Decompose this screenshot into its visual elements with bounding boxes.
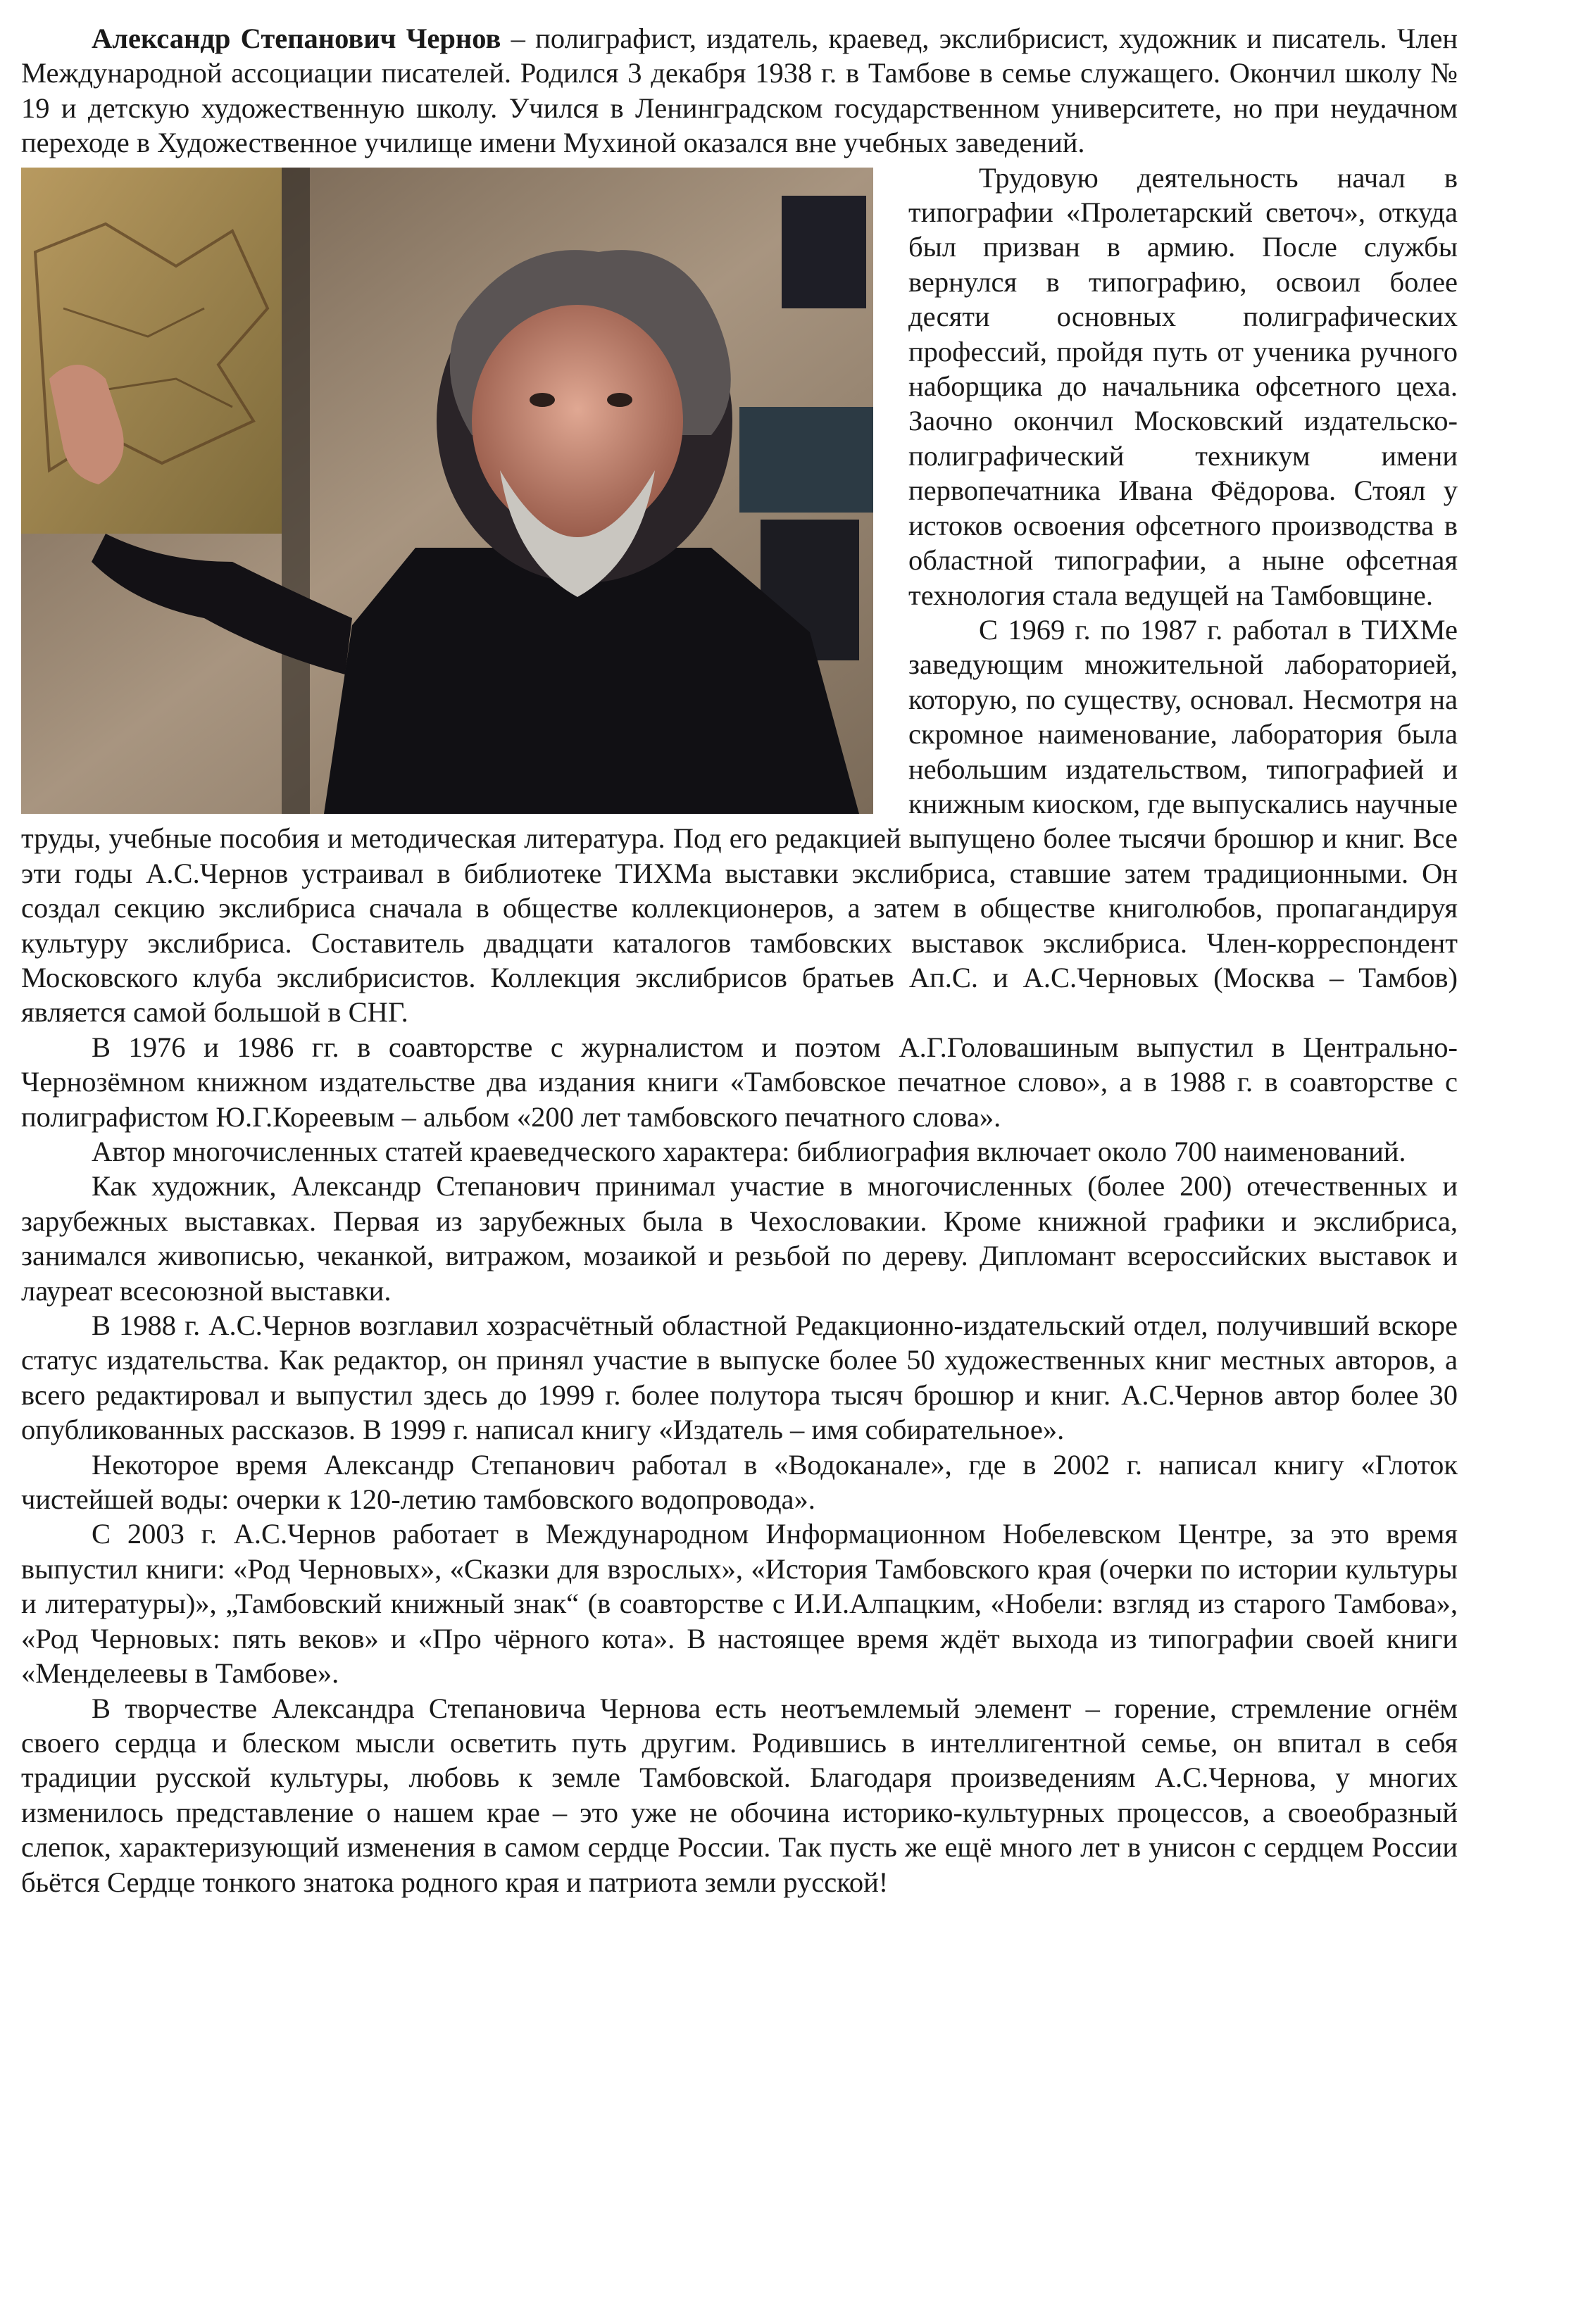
person-name: Александр Степанович Чернов [92,23,501,54]
portrait-photo [21,168,873,814]
intro-paragraph [21,21,1458,161]
portrait-photo-image [21,168,873,814]
vodokanal-paragraph: Некоторое время Александр Степанович работал в «Водоканале», где в 2002 г. написал книгу «Глоток чистейшей воды: очерки к 120-летию тамбовского водопровода». [21,1448,1458,1516]
biography-article [21,21,1458,1899]
books-paragraph: В 1976 и 1986 гг. в соавторстве с журналистом и поэтом А.Г.Головашиным выпустил в Центрально-Чернозёмном книжном издательстве два издания книги «Тамбовское печатное слово», а в 1988 г. в соавторстве с полиграфистом Ю.Г.Кореевым – альбом «200 лет тамбовского печатного слова». [21,1031,1458,1133]
editor-paragraph: В 1988 г. А.С.Чернов возглавил хозрасчётный областной Редакционно-издательский отдел, получивший вскоре статус издательства. Как редактор, он принял участие в выпуске более 50 художественных книг местных авторов, а всего редактировал и выпустил здесь до 1999 г. более полутора тысяч брошюр и книг. А.С.Чернов автор более 30 опубликованных рассказов. В 1999 г. написал книгу «Издатель – имя собирательное». [21,1309,1458,1446]
nobel-center-paragraph: С 2003 г. А.С.Чернов работает в Международном Информационном Нобелевском Центре, за это время выпустил книги: «Род Черновых», «Сказки для взрослых», «История Тамбовского края (очерки по истории культуры и литературы)», „Тамбовский книжный знак“ (в соавторстве с И.И.Алпацким, «Нобели: взгляд из старого Тамбова», «Род Черновых: пять веков» и «Про чёрного кота». В настоящее время ждёт выхода из типографии своей книги «Менделеевы в Тамбове». [21,1518,1458,1690]
intro-text: – полиграфист, издатель, краевед, экслибрисист, художник и писатель. Член Международной ассоциации писателей. Родился 3 декабря 1938 г. в Тамбове в семье служащего. Окончил школу № 19 и детскую художественную школу. Учился в Ленинградском государственном университете, но при неудачном переходе в Художественное училище имени Мухиной оказался вне учебных заведений. [21,23,1458,159]
laboratory-paragraph: С 1969 г. по 1987 г. работал в ТИХМе заведующим множительной лабораторией, которую, по существу, основал. Несмотря на скромное наименование, лаборатория была небольшим издательством, типографией и книжным киоском, где выпускались научные труды, учебные пособия и методическая литература. Под его редакцией выпущено более тысячи брошюр и книг. Все эти годы А.С.Чернов устраивал в библиотеке ТИХМа выставки экслибриса, ставшие затем традиционными. Он создал секцию экслибриса сначала в обществе коллекционеров, а затем в обществе книголюбов, пропагандируя культуру экслибриса. Составитель двадцати каталогов тамбовских выставок экслибриса. Член-корреспондент Московского клуба экслибрисистов. Коллекция экслибрисов братьев Ап.С. и А.С.Черновых (Москва – Тамбов) является самой большой в СНГ. [21,613,1458,1029]
articles-paragraph: Автор многочисленных статей краеведческого характера: библиография включает около 700 наименований. [92,1136,1406,1167]
artist-paragraph: Как художник, Александр Степанович принимал участие в многочисленных (более 200) отечественных и зарубежных выставках. Первая из зарубежных была в Чехословакии. Кроме книжной графики и экслибриса, занимался живописью, чеканкой, витражом, мозаикой и резьбой по дереву. Дипломант всероссийских выставок и лауреат всесоюзной выставки. [21,1170,1458,1307]
career-paragraph: Трудовую деятельность начал в типографии «Пролетарский светоч», откуда был призван в армию. После службы вернулся в типографию, освоил более десяти основных полиграфических профессий, пройдя путь от ученика ручного наборщика до начальника офсетного цеха. Заочно окончил Московский издательско-полиграфический техникум имени первопечатника Ивана Фёдорова. Стоял у истоков освоения офсетного производства в областной типографии, а ныне офсетная технология стала ведущей на Тамбовщине. [908,161,1458,611]
closing-paragraph: В творчестве Александра Степановича Чернова есть неотъемлемый элемент – горение, стремление огнём своего сердца и блеском мысли осветить путь другим. Родившись в интеллигентной семье, он впитал в себя традиции русской культуры, любовь к земле Тамбовской. Благодаря произведениям А.С.Чернова, у многих изменилось представление о нашем крае – это уже не обочина историко-культурных процессов, а своеобразный слепок, характеризующий изменения в самом сердце России. Так пусть же ещё много лет в унисон с сердцем России бьётся Сердце тонкого знатока родного края и патриота земли русской! [21,1692,1458,1898]
